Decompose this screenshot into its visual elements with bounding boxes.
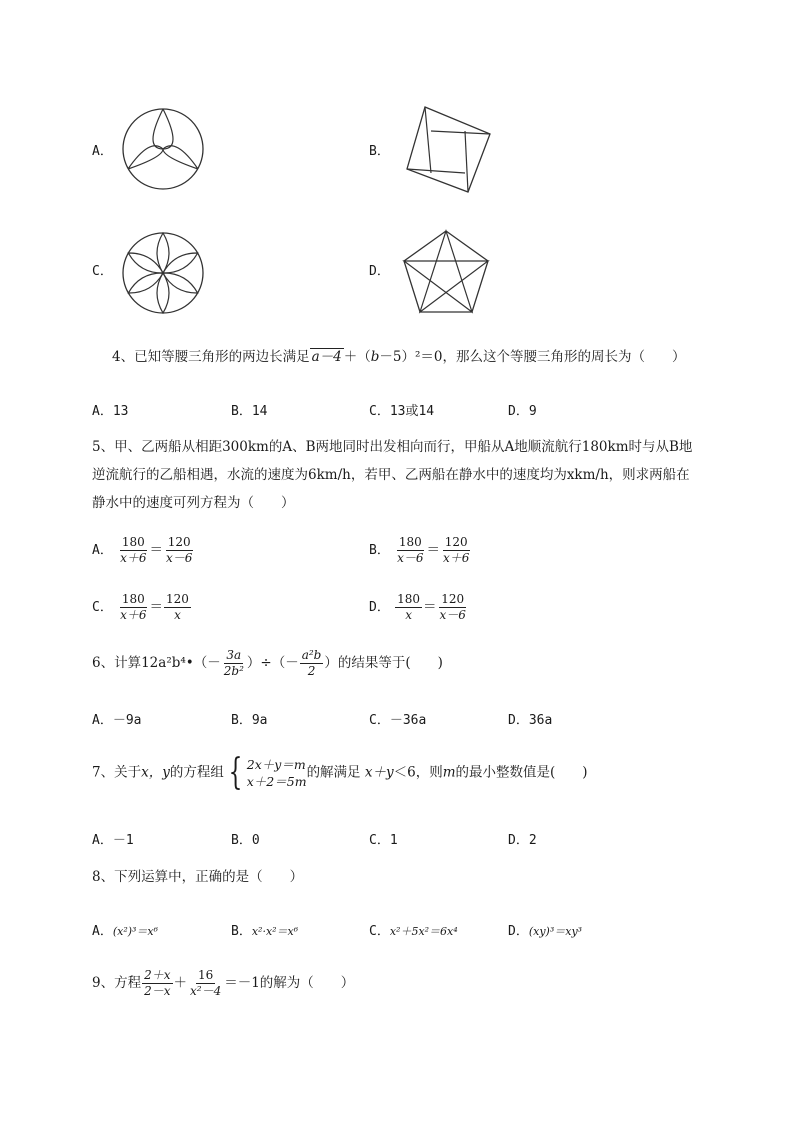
q7-choice-b: B．0	[231, 833, 260, 848]
q3-option-b-label: B．	[369, 144, 390, 159]
question-4-stem: 4、已知等腰三角形的两边长满足 a－4 ＋（b－5）²＝0，那么这个等腰三角形的周长为（ ）	[112, 349, 686, 365]
q9-fraction-1: $\frac{2+x}{2-x}$	[144, 968, 171, 998]
q8-choice-b: B．x²·x²＝x⁶	[231, 924, 299, 939]
q8-choice-d: D．(xy)³＝xy³	[508, 924, 583, 939]
question-5-line-1: 5、甲、乙两船从相距300km的A、B两地同时出发相向而行，甲船从A地顺流航行180km时与从B地	[92, 439, 693, 455]
q5-option-d: D． $\frac{180}{x}$ ＝ $\frac{120}{x-6}$	[369, 592, 466, 622]
q4-choice-d: D．9	[508, 404, 537, 419]
question-7-stem: 7、关于x，y的方程组 { 2x＋y＝m x＋2＝5m 的解满足 x＋y＜6，则m的最小整数值是( )	[92, 752, 588, 793]
q5-b-left-fraction: $\frac{180}{x-6}$	[397, 535, 424, 565]
q7-equation-system: { 2x＋y＝m x＋2＝5m	[228, 752, 307, 793]
q5-d-right-fraction: $\frac{120}{x-6}$	[439, 592, 466, 622]
q6-choice-b: B．9a	[231, 713, 268, 728]
q6-choice-d: D．36a	[508, 713, 553, 728]
q8-choice-a: A．(x²)³＝x⁶	[92, 924, 159, 939]
q5-option-a: A． $\frac{180}{x+6}$ ＝ $\frac{120}{x-6}$	[92, 535, 193, 565]
q3-option-c-label: C．	[92, 264, 113, 279]
q7-choice-d: D．2	[508, 833, 537, 848]
q4-choice-b: B．14	[231, 404, 268, 419]
q5-option-b: B． $\frac{180}{x-6}$ ＝ $\frac{120}{x+6}$	[369, 535, 470, 565]
q7-choice-a: A．－1	[92, 833, 134, 848]
q5-d-left-fraction: $\frac{180}{x}$	[397, 592, 421, 622]
q4-choice-a: A．13	[92, 404, 129, 419]
q5-c-left-fraction: $\frac{180}{x+6}$	[120, 592, 147, 622]
q4-sqrt-expression: a－4	[311, 349, 342, 365]
q5-c-right-fraction: $\frac{120}{x}$	[166, 592, 189, 622]
six-petal-flower-circle-figure	[120, 230, 206, 316]
question-9-stem: 9、方程 $\frac{2+x}{2-x}$ ＋ $\frac{16}{\text{x²－4}}$ ＝－1的解为（ ）	[92, 968, 355, 998]
q6-choice-c: C．－36a	[369, 713, 427, 728]
q6-fraction-1: $\frac{3a}{\text{2b²}}$	[223, 648, 244, 678]
q5-b-right-fraction: $\frac{120}{x+6}$	[443, 535, 470, 565]
pentagram-in-pentagon-figure	[400, 228, 492, 316]
question-8-stem: 8、下列运算中，正确的是（ ）	[92, 869, 304, 885]
three-arcs-circle-figure	[120, 107, 206, 191]
question-6-stem: 6、计算12a²b⁴•（－ $\frac{3a}{\text{2b²}}$ ）÷（－ $\frac{\text{a²b}}{2}$ ）的结果等于( )	[92, 648, 443, 678]
q6-fraction-2: $\frac{\text{a²b}}{2}$	[301, 648, 322, 678]
q9-fraction-2: $\frac{16}{\text{x²－4}}$	[190, 968, 222, 998]
q8-choice-c: C．x²＋5x²＝6x⁴	[369, 924, 458, 939]
q3-option-a-label: A．	[92, 144, 113, 159]
q4-choice-c: C．13或14	[369, 404, 435, 419]
q5-a-right-fraction: $\frac{120}{x-6}$	[166, 535, 193, 565]
q7-choice-c: C．1	[369, 833, 398, 848]
question-5-line-2: 逆流航行的乙船相遇，水流的速度为6km/h，若甲、乙两船在静水中的速度均为xkm/h，则求两船在	[92, 467, 690, 483]
square-in-tilted-square-figure	[403, 104, 493, 194]
q5-option-c: C． $\frac{180}{x+6}$ ＝ $\frac{120}{x}$	[92, 592, 189, 622]
q5-a-left-fraction: $\frac{180}{x+6}$	[120, 535, 147, 565]
question-5-line-3: 静水中的速度可列方程为（ ）	[92, 495, 295, 511]
q3-option-d-label: D．	[369, 264, 390, 279]
q6-choice-a: A．－9a	[92, 713, 142, 728]
